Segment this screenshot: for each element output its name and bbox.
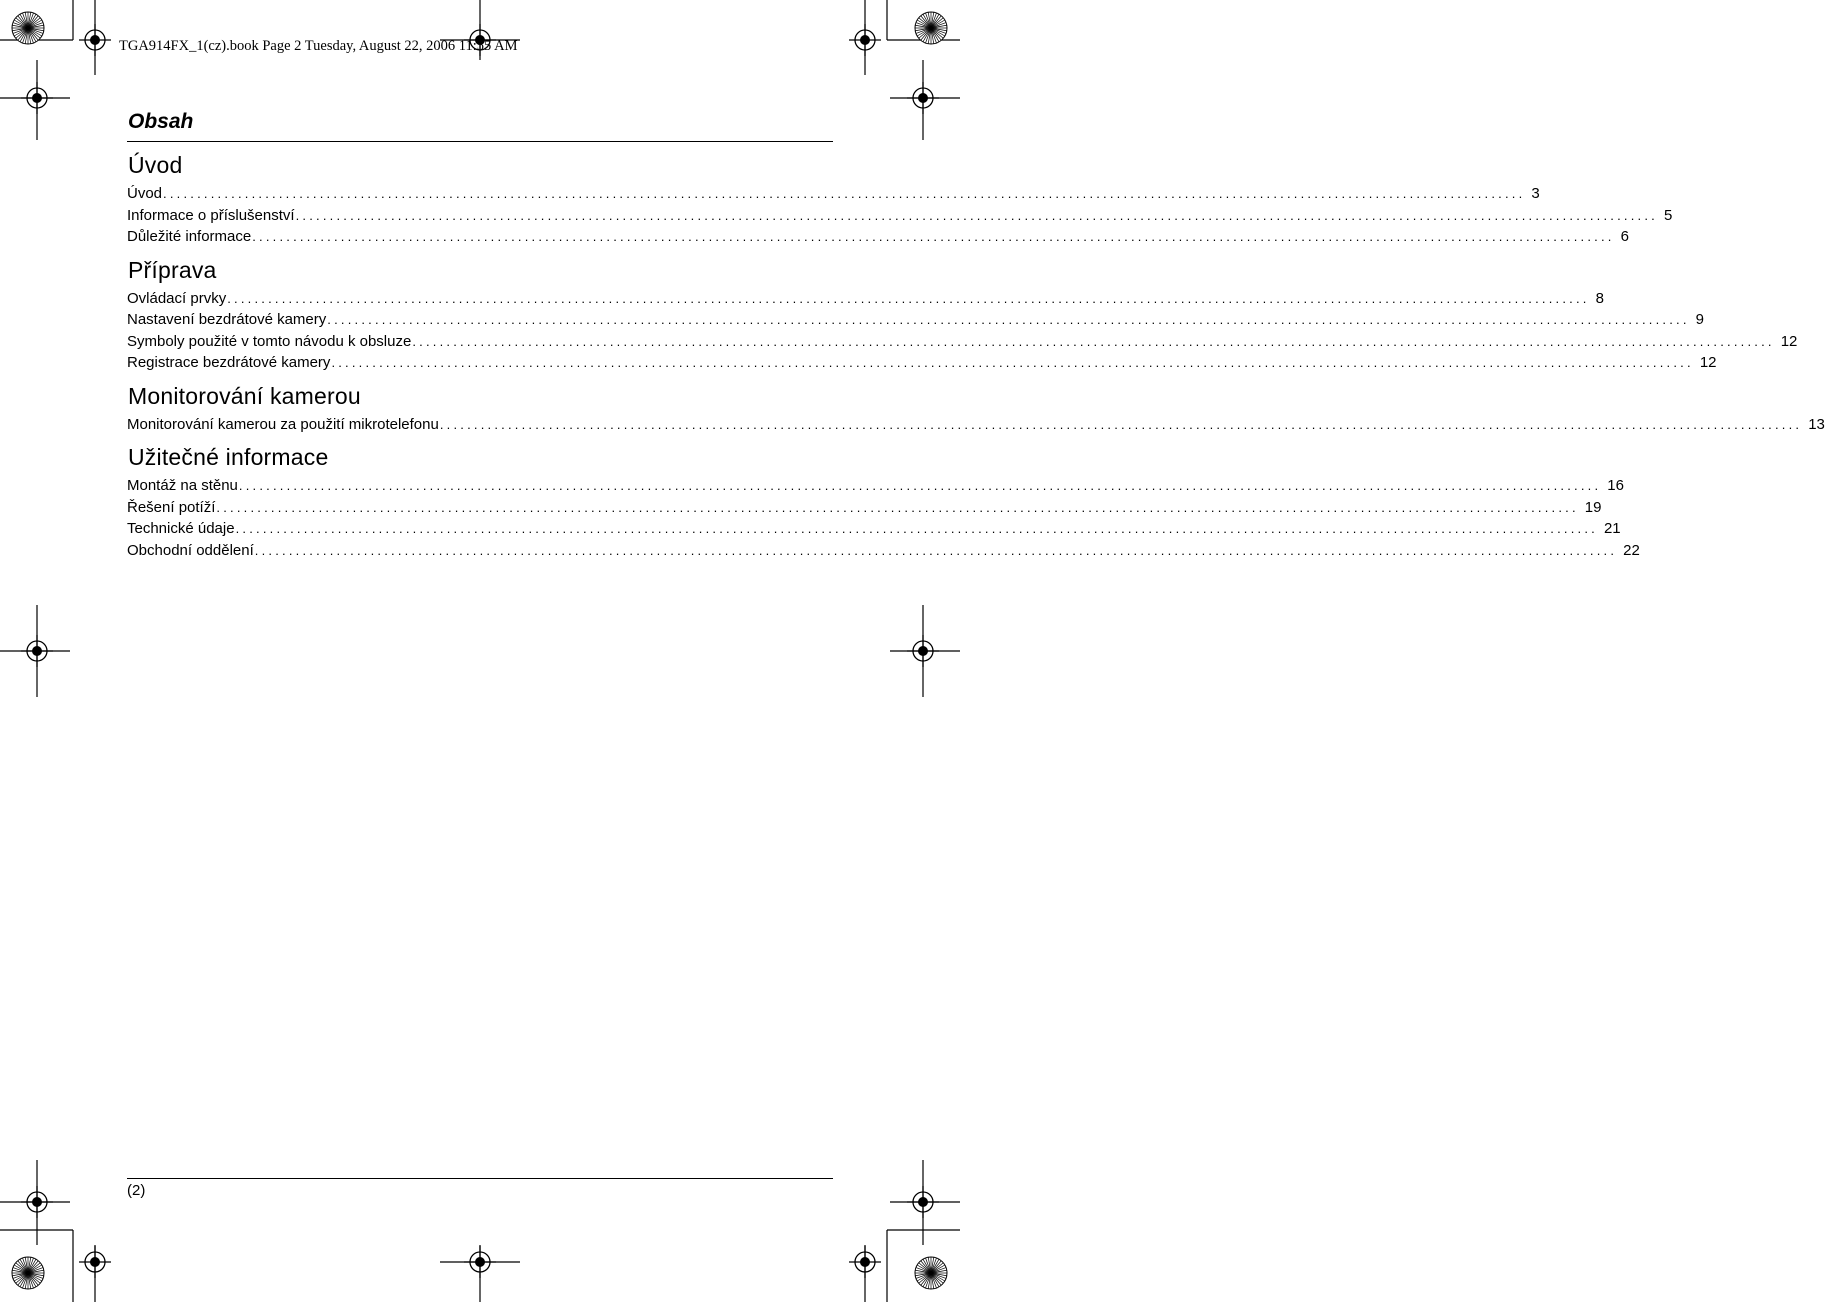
footer-divider bbox=[127, 1178, 833, 1179]
registration-target bbox=[21, 1186, 53, 1218]
toc-entry-label: Informace o příslušenství bbox=[127, 206, 295, 224]
toc-entry-label: Montáž na stěnu bbox=[127, 477, 238, 494]
dot-leader: ........................................................................................................................................................................................................ bbox=[252, 229, 1615, 244]
registration-target bbox=[79, 1246, 111, 1278]
toc-section-priprava bbox=[127, 255, 1798, 374]
toc-entry-page: 21 bbox=[1603, 520, 1621, 537]
registration-target bbox=[79, 24, 111, 56]
registration-target bbox=[21, 635, 53, 667]
registration-target bbox=[907, 1186, 939, 1218]
toc-entry-label: Nastavení bezdrátové kamery bbox=[127, 311, 327, 328]
toc-entry[interactable] bbox=[127, 309, 1704, 331]
toc-entry[interactable] bbox=[127, 288, 1604, 310]
dot-leader: ........................................................................................................................................................................................................ bbox=[412, 333, 1775, 349]
toc-section-uvod bbox=[127, 150, 1673, 248]
toc-entry[interactable] bbox=[127, 497, 1602, 519]
toc-entry-page: 22 bbox=[1623, 541, 1640, 559]
toc-entry[interactable] bbox=[127, 414, 1825, 436]
toc-entry[interactable] bbox=[127, 352, 1717, 374]
dot-leader: ........................................................................................................................................................................................................ bbox=[295, 207, 1658, 223]
toc-entry-label: Monitorování kamerou za použití mikrotelefonu bbox=[127, 415, 439, 433]
dot-leader: ........................................................................................................................................................................................................ bbox=[331, 355, 1694, 370]
toc-entry-page: 19 bbox=[1584, 498, 1602, 516]
toc-entry-label: Obchodní oddělení bbox=[127, 541, 254, 559]
dot-leader: ........................................................................................................................................................................................................ bbox=[327, 312, 1690, 327]
toc-entry-page: 3 bbox=[1531, 185, 1540, 202]
registration-target bbox=[907, 82, 939, 114]
section-title: Užitečné informace bbox=[128, 444, 329, 470]
registration-target bbox=[849, 1246, 881, 1278]
section-title: Příprava bbox=[128, 256, 217, 283]
dot-leader: ........................................................................................................................................................................................................ bbox=[238, 478, 1602, 493]
toc-entry-page: 12 bbox=[1780, 332, 1798, 350]
dot-leader: ........................................................................................................................................................................................................ bbox=[227, 290, 1590, 306]
section-title: Úvod bbox=[128, 152, 183, 178]
toc-entry-page: 9 bbox=[1695, 311, 1704, 328]
dot-leader: ........................................................................................................................................................................................................ bbox=[254, 542, 1618, 558]
toc-entry-label: Symboly použité v tomto návodu k obsluze bbox=[127, 332, 412, 350]
toc-entry-page: 8 bbox=[1595, 289, 1604, 307]
toc-entry-label: Důležité informace bbox=[127, 228, 252, 245]
toc-entry[interactable] bbox=[127, 518, 1621, 540]
toc-entry-label: Řešení potíží bbox=[127, 498, 216, 516]
registration-target bbox=[849, 24, 881, 56]
toc-entry-page: 12 bbox=[1699, 354, 1717, 371]
section-title: Monitorování kamerou bbox=[128, 382, 361, 409]
toc-entry-label: Úvod bbox=[127, 185, 163, 202]
starburst-mark bbox=[12, 1257, 44, 1289]
heading-divider bbox=[127, 141, 833, 142]
toc-entry-page: 13 bbox=[1808, 415, 1825, 433]
dot-leader: ........................................................................................................................................................................................................ bbox=[163, 186, 1526, 201]
toc-entry-page: 16 bbox=[1607, 477, 1624, 494]
toc-entry-label: Technické údaje bbox=[127, 520, 235, 537]
registration-target bbox=[21, 82, 53, 114]
starburst-mark bbox=[915, 1257, 947, 1289]
toc-entry-label: Registrace bezdrátové kamery bbox=[127, 354, 331, 371]
starburst-mark bbox=[12, 12, 44, 44]
registration-target bbox=[907, 635, 939, 667]
dot-leader: ........................................................................................................................................................................................................ bbox=[216, 499, 1579, 515]
page-number: (2) bbox=[127, 1182, 146, 1199]
toc-entry-page: 6 bbox=[1620, 228, 1629, 245]
toc-entry-label: Ovládací prvky bbox=[127, 289, 227, 307]
toc-entry[interactable] bbox=[127, 475, 1624, 497]
toc-entry[interactable] bbox=[127, 183, 1540, 205]
toc-section-monitorovani bbox=[127, 381, 1825, 436]
toc-entry[interactable] bbox=[127, 226, 1629, 248]
file-info-header: TGA914FX_1(cz).book Page 2 Tuesday, August 22, 2006 11:55 AM bbox=[119, 38, 518, 54]
toc-section-uzitecne-informace bbox=[127, 442, 1640, 561]
dot-leader: ........................................................................................................................................................................................................ bbox=[235, 521, 1598, 536]
toc-entry-page: 5 bbox=[1663, 206, 1673, 224]
toc-entry[interactable] bbox=[127, 540, 1640, 562]
dot-leader: ........................................................................................................................................................................................................ bbox=[439, 416, 1803, 432]
page-title: Obsah bbox=[128, 110, 194, 133]
toc-entry[interactable] bbox=[127, 205, 1673, 227]
starburst-mark bbox=[915, 12, 947, 44]
registration-target bbox=[464, 1246, 496, 1278]
table-of-contents bbox=[127, 150, 1825, 561]
toc-entry[interactable] bbox=[127, 331, 1798, 353]
